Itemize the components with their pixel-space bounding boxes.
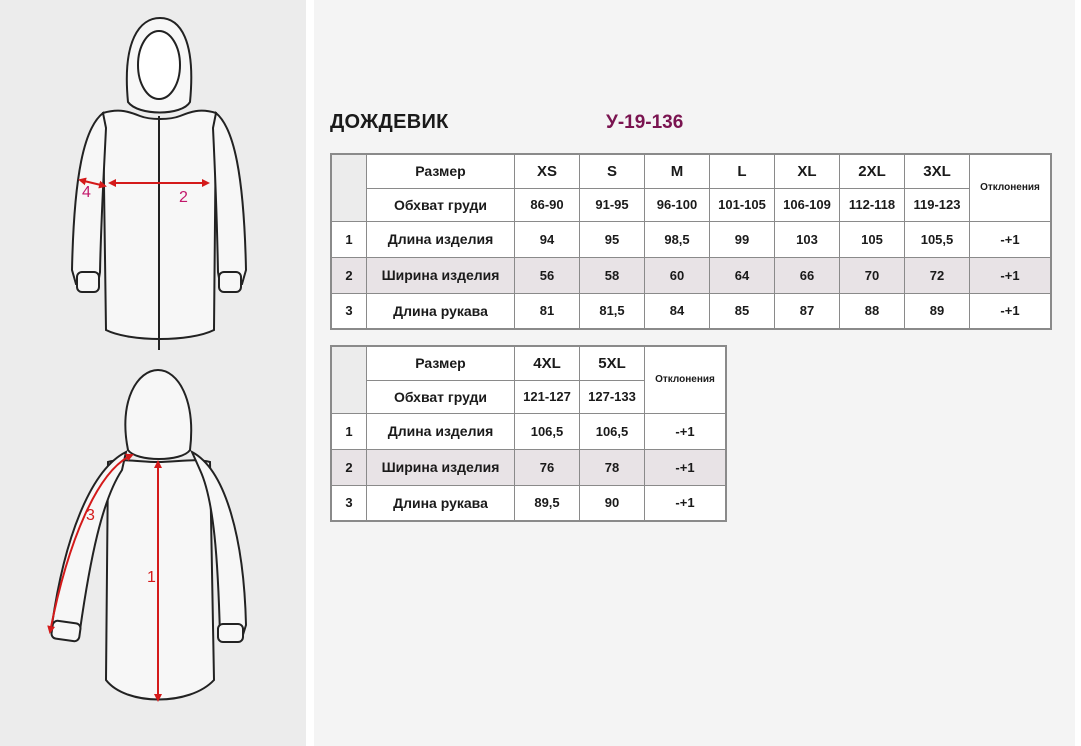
cell-value: 89,5	[515, 485, 580, 521]
cell-value: 60	[645, 257, 710, 293]
chest-m: 96-100	[645, 188, 710, 221]
row-number: 1	[331, 413, 367, 449]
size-xs: XS	[515, 154, 580, 188]
row-number: 2	[331, 449, 367, 485]
cell-value: 76	[515, 449, 580, 485]
label-3: 3	[86, 507, 95, 524]
deviation-value: -+1	[645, 413, 727, 449]
cell-value: 90	[580, 485, 645, 521]
row-label: Длина рукава	[367, 293, 515, 329]
cell-value: 81,5	[580, 293, 645, 329]
cell-value: 89	[905, 293, 970, 329]
cell-value: 58	[580, 257, 645, 293]
row-number: 3	[331, 293, 367, 329]
size-l: L	[710, 154, 775, 188]
corner-cell	[331, 154, 367, 221]
chest-2xl: 112-118	[840, 188, 905, 221]
row-label: Ширина изделия	[367, 257, 515, 293]
deviation-value: -+1	[970, 221, 1052, 257]
chest-3xl: 119-123	[905, 188, 970, 221]
cell-value: 64	[710, 257, 775, 293]
cell-value: 56	[515, 257, 580, 293]
label-1: 1	[147, 569, 156, 586]
chest-5xl: 127-133	[580, 380, 645, 413]
chest-l: 101-105	[710, 188, 775, 221]
deviation-value: -+1	[970, 257, 1052, 293]
cell-value: 84	[645, 293, 710, 329]
size-3xl: 3XL	[905, 154, 970, 188]
panel-divider	[306, 0, 314, 746]
deviation-value: -+1	[970, 293, 1052, 329]
chest-s: 91-95	[580, 188, 645, 221]
label-4: 4	[82, 184, 91, 201]
size-header: Размер	[367, 346, 515, 380]
row-number: 2	[331, 257, 367, 293]
product-title: ДОЖДЕВИК	[330, 111, 449, 133]
chest-4xl: 121-127	[515, 380, 580, 413]
cell-value: 105,5	[905, 221, 970, 257]
table-row	[331, 449, 726, 485]
size-4xl: 4XL	[515, 346, 580, 380]
row-label: Длина изделия	[367, 221, 515, 257]
back-jacket-outline	[51, 370, 246, 700]
cell-value: 70	[840, 257, 905, 293]
table-row	[331, 221, 1051, 257]
label-2: 2	[179, 189, 188, 206]
size-2xl: 2XL	[840, 154, 905, 188]
deviation-header: Отклонения	[645, 346, 727, 413]
cell-value: 66	[775, 257, 840, 293]
size-m: M	[645, 154, 710, 188]
right-edge	[1075, 0, 1081, 746]
cell-value: 87	[775, 293, 840, 329]
size-table-main	[330, 153, 1052, 330]
size-table-large	[330, 345, 727, 522]
cell-value: 98,5	[645, 221, 710, 257]
table-row	[331, 257, 1051, 293]
cell-value: 99	[710, 221, 775, 257]
cell-value: 78	[580, 449, 645, 485]
product-code: У-19-136	[606, 112, 684, 133]
row-label: Ширина изделия	[367, 449, 515, 485]
cell-value: 88	[840, 293, 905, 329]
size-header: Размер	[367, 154, 515, 188]
table-row	[331, 485, 726, 521]
cell-value: 103	[775, 221, 840, 257]
chest-header: Обхват груди	[367, 188, 515, 221]
jacket-measurement-diagram	[0, 0, 306, 746]
chest-xl: 106-109	[775, 188, 840, 221]
deviation-value: -+1	[645, 449, 727, 485]
row-label: Длина рукава	[367, 485, 515, 521]
cell-value: 81	[515, 293, 580, 329]
cell-value: 94	[515, 221, 580, 257]
corner-cell	[331, 346, 367, 413]
row-label: Длина изделия	[367, 413, 515, 449]
chest-header: Обхват груди	[367, 380, 515, 413]
cell-value: 72	[905, 257, 970, 293]
cell-value: 106,5	[515, 413, 580, 449]
deviation-header: Отклонения	[970, 154, 1052, 221]
deviation-value: -+1	[645, 485, 727, 521]
size-s: S	[580, 154, 645, 188]
size-xl: XL	[775, 154, 840, 188]
size-5xl: 5XL	[580, 346, 645, 380]
cell-value: 95	[580, 221, 645, 257]
table-row	[331, 413, 726, 449]
cell-value: 85	[710, 293, 775, 329]
row-number: 3	[331, 485, 367, 521]
cell-value: 105	[840, 221, 905, 257]
cell-value: 106,5	[580, 413, 645, 449]
table-row	[331, 293, 1051, 329]
row-number: 1	[331, 221, 367, 257]
chest-xs: 86-90	[515, 188, 580, 221]
